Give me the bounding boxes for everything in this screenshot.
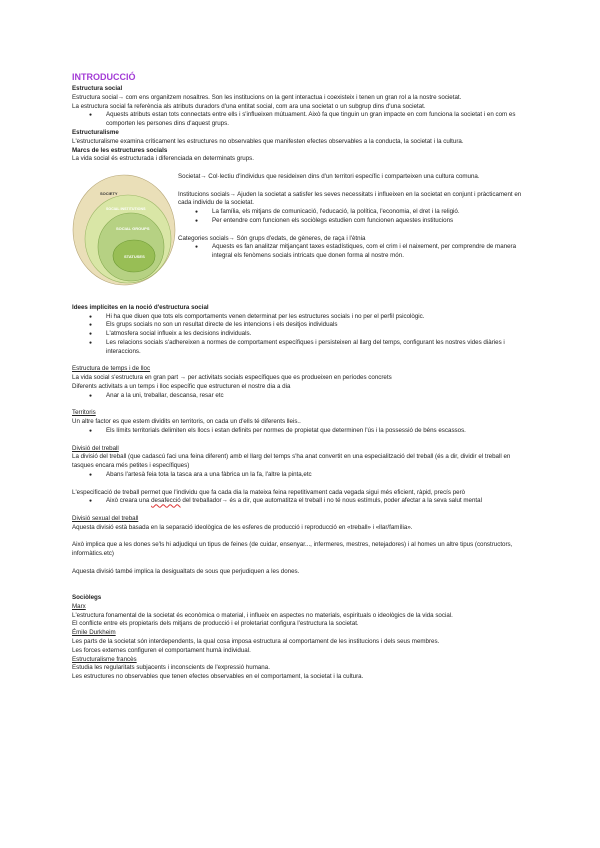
heading-marcs: Marcs de les estructures socials <box>72 146 168 154</box>
list-item: ● Els grups socials no son un resultat directe de les intencions i els desitjos individuals <box>106 321 532 330</box>
paragraph: La vida social s'estructura en gran part → per activitats socials específiques que es produeixen en períodes concrets <box>72 374 392 382</box>
subheading-estructuralisme-frances: Estructuralisme francès <box>72 655 137 663</box>
paragraph: Estudia les regularitats subjacents i inconscients de l'expressió humana. <box>72 664 270 672</box>
text-span: del treballador→ és a dir, que automatitza el treball i no té nous estímuls, poder afectar a la seva salut mental <box>180 497 482 505</box>
paragraph: Diferents activitats a un temps i lloc específic que estructuren el nostre dia a dia <box>72 382 291 390</box>
list-item: ● La família, els mitjans de comunicació, l'educació, la política, l'economia, el dret i la religió. <box>212 208 532 217</box>
paragraph: Les parts de la societat són interdependents, la qual cosa imposa estructura al comportament de les institucions i dels seus membres. <box>72 638 440 646</box>
bullet-list <box>72 427 532 436</box>
paragraph: L'especificació de treball permet que l'individu que fa cada dia la mateixa feina repetitivament cada vegada sigui més eficient, ràpid, precís però <box>72 488 466 496</box>
society-label: SOCIETY <box>100 191 118 197</box>
heading-sociolegs: Sociòlegs <box>72 594 102 602</box>
heading-divisio-treball: Divisió del treball <box>72 444 119 452</box>
subheading-marx: Marx <box>72 602 86 610</box>
paragraph: Les forces externes configuren el comportament humà individual. <box>72 646 251 654</box>
paragraph: L'estructura fonamental de la societat és econòmica o material, i influeix en aspectes no materials, espirituals o ideològics de la vida social. <box>72 611 453 619</box>
heading-temps-lloc: Estructura de temps i de lloc <box>72 365 151 373</box>
list-item: ● Els límits territorials delimiten els llocs i estan definits per normes de propietat que determinen l'ús i la possessió de béns escassos. <box>106 427 532 436</box>
list-item: ● Aquests es fan analitzar mitjançant taxes estadístiques, com el crim i el naixement, per comprendre de manera integral els fenòmens socials intricats que donen forma al nostre món. <box>212 243 532 261</box>
page-title: INTRODUCCIÓ <box>72 72 136 82</box>
bullet-list <box>72 471 532 480</box>
heading-idees: Idees implícites en la noció d'estructura social <box>72 303 209 311</box>
list-item: ● Aquests atributs estan tots connectats entre ells i s'influeixen mútuament. Això fa que tinguin un gran impacte en com funciona la societat i en com es comporten les persones dins d'aquest grups. <box>106 111 532 129</box>
text-span: Això creara una <box>106 497 152 505</box>
paragraph: Estructura social→ com ens organitzem nosaltres. Son les institucions on la gent interactua i coexisteix i tenen un gran rol a la nostre societat. <box>72 93 462 101</box>
statuses-label: STATUSES <box>124 254 145 260</box>
heading-territoris: Territoris <box>72 409 96 417</box>
paragraph: Aquesta divisió també implica la desigualtats de sous que perjudiquen a les dones. <box>72 567 300 575</box>
list-item: ● Les relacions socials s'adhereixen a normes de comportament específiques i persisteixen al llarg del temps, configurant les nostres vides diàries i interaccions. <box>106 339 532 357</box>
nested-circles-diagram <box>72 174 176 286</box>
heading-estructuralisme: Estructuralisme <box>72 128 119 136</box>
institutions-label: SOCIAL INSTITUTIONS <box>106 207 146 212</box>
paragraph: Societat→ Col·lectiu d'individus que resideixen dins d'un territori específic i comparteixen una cultura comuna. <box>178 172 480 180</box>
paragraph: Això implica que a les dones se'ls hi adjudiqui un tipus de feines (de cuidar, ensenyar..., infermeres, mestres, netejadores) i al homes un altre tipus (constructors, informàtics.etc) <box>72 541 513 558</box>
list-item: ● Abans l'artesà feia tota la tasca ara a una fàbrica un la fa, l'altre la pinta,etc <box>106 471 532 480</box>
list-item: ● Hi ha que diuen que tots els comportaments venen determinat per les estructures socials i no per el perfil psicològic. <box>106 313 532 322</box>
spellcheck-word: desafecció <box>151 497 181 505</box>
paragraph: La vida social és estructurada i diferenciada en determinats grups. <box>72 155 254 163</box>
diagram-notes <box>178 164 532 286</box>
bullet-list <box>72 392 532 401</box>
paragraph: Les estructures no observables que tenen efectes observables en el comportament, la societat i la cultura. <box>72 673 364 681</box>
diagram-section <box>72 164 532 286</box>
paragraph: L'estructuralisme examina críticament les estructures no observables que manifesten efectes observables a la conducta, la societat i la cultura. <box>72 137 464 145</box>
bullet-list <box>178 243 532 261</box>
groups-label: SOCIAL GROUPS <box>116 226 150 232</box>
heading-divisio-sexual: Divisió sexual del treball <box>72 514 139 522</box>
paragraph: Institucions socials→ Ajuden la societat a satisfer les seves necessitats i influeixen en la societat en conjunt i pràcticament en cada individu de la societat. <box>178 190 522 207</box>
bullet-list <box>72 111 532 129</box>
list-item <box>106 497 532 506</box>
paragraph: La estructura social fa referència als atributs duradors d'una entitat social, com ara una societat o un subgrup dins d'una societat. <box>72 102 426 110</box>
bullet-list <box>178 208 532 226</box>
heading-estructura-social: Estructura social <box>72 85 123 92</box>
bullet-list <box>72 313 532 357</box>
bullet-list <box>72 497 532 506</box>
paragraph: Un altre factor es que estem dividits en territoris, on cada un d'ells té diferents lleis.. <box>72 418 301 426</box>
list-item: ● L'atmosfera social influeix a les decisions individuals. <box>106 330 532 339</box>
paragraph: La divisió del treball (que cadascú faci una feina diferent) amb el llarg del temps s'ha anat convertit en una especialització del treball (és a dir, dividir el treball en tasques encara més petites i específiques) <box>72 453 511 470</box>
paragraph: El conflicte entre els propietaris dels mitjans de producció i el proletariat configura l'estructura la societat. <box>72 620 359 628</box>
paragraph: Aquesta divisió està basada en la separació ideològica de les esferes de producció i reproducció en «treball» i «llar/família». <box>72 523 413 531</box>
list-item: ● Per entendre com funcionen els sociòlegs estudien com funcionen aquestes institucions <box>212 217 532 226</box>
document-page <box>72 72 532 682</box>
list-item: ● Anar a la uni, treballar, descansa, resar etc <box>106 392 532 401</box>
paragraph: Categories socials→ Són grups d'edats, de gèneres, de raça i l'ètnia <box>178 234 366 242</box>
subheading-durkheim: Émile Durkheim <box>72 629 116 637</box>
